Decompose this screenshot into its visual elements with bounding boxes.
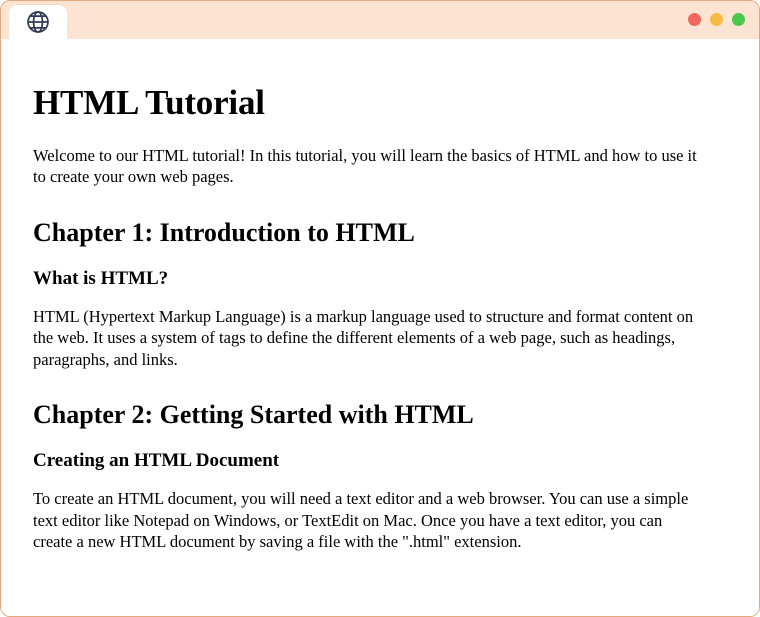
close-button[interactable] [688, 13, 701, 26]
chapter-1-heading: Chapter 1: Introduction to HTML [33, 217, 415, 247]
chapter-2-body: To create an HTML document, you will need a text editor and a web browser. You can use a simple text editor like Notepad on Windows, or TextEdit on Mac. Once you have a text editor, you can create a new HTML document by saving a file with the ".html" extension. [33, 489, 689, 552]
globe-icon [25, 9, 51, 35]
chapter-2-heading: Chapter 2: Getting Started with HTML [33, 400, 474, 430]
maximize-button[interactable] [732, 13, 745, 26]
page-content [1, 39, 759, 617]
chapter-1-subheading: What is HTML? [33, 267, 169, 289]
window-controls [688, 13, 745, 26]
minimize-button[interactable] [710, 13, 723, 26]
browser-tab[interactable] [9, 5, 67, 39]
chapter-1-body: HTML (Hypertext Markup Language) is a markup language used to structure and format content on the web. It uses a system of tags to define the different elements of a web page, such as headings, paragraphs, and links. [33, 306, 694, 369]
browser-titlebar [1, 1, 759, 39]
page-title: HTML Tutorial [33, 83, 265, 122]
chapter-2-subheading: Creating an HTML Document [33, 450, 280, 472]
intro-paragraph: Welcome to our HTML tutorial! In this tutorial, you will learn the basics of HTML and how to use it to create your own web pages. [33, 146, 697, 187]
